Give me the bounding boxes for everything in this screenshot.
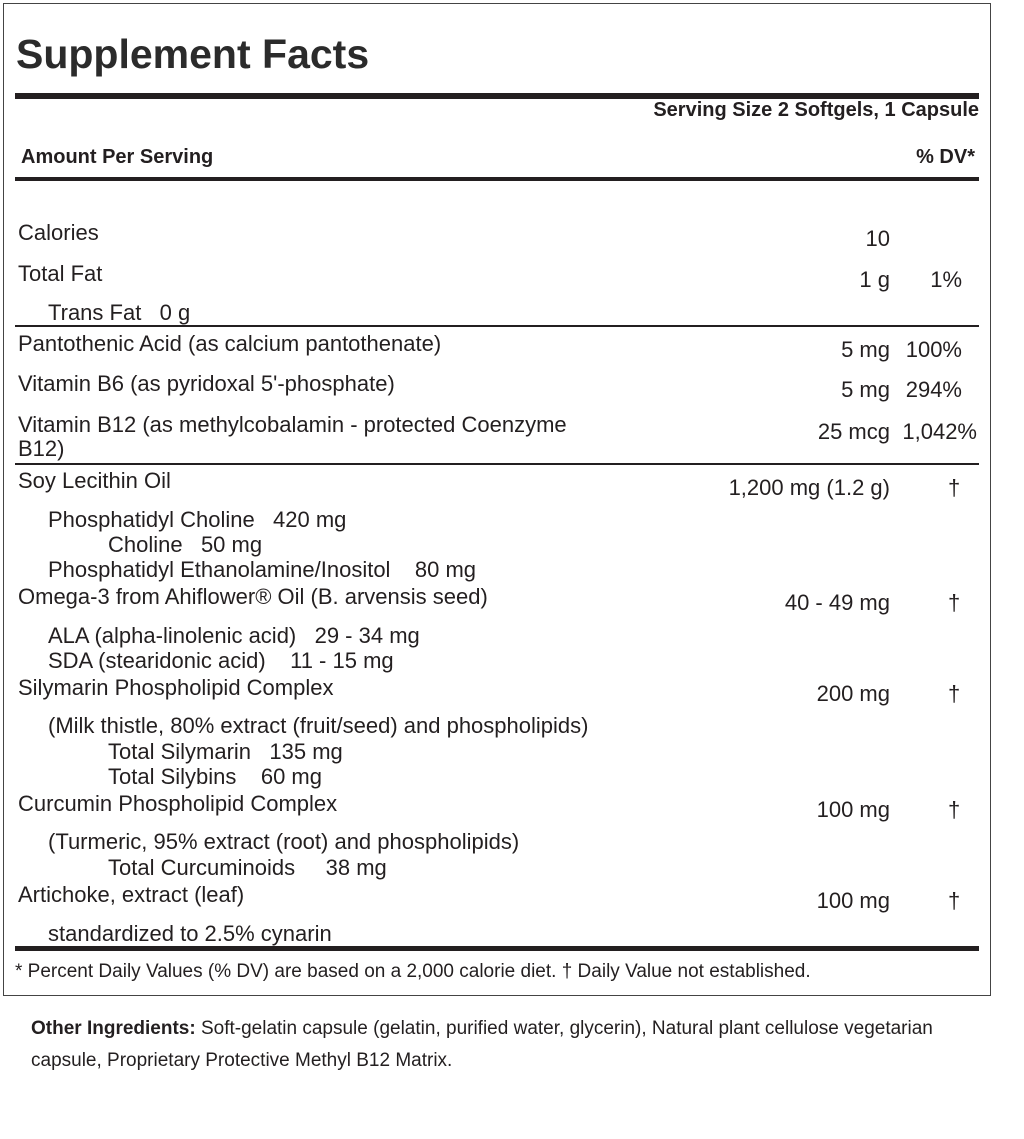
curcumin-sub-total-curcuminoids: Total Curcuminoids 38 mg	[108, 855, 387, 880]
amount-per-serving-header: Amount Per Serving	[21, 146, 214, 168]
omega-3-label: Omega-3 from Ahiflower® Oil (B. arvensis seed)	[18, 584, 488, 609]
other-ingredients-text: Soft-gelatin capsule (gelatin, purified water, glycerin), Natural plant cellulose vegetarian capsule, Proprietary Protective Methyl B12 Matrix.	[31, 1018, 933, 1071]
silymarin-dv: †	[948, 681, 961, 706]
omega-sub-sda: SDA (stearidonic acid) 11 - 15 mg	[48, 648, 394, 673]
silymarin-amount: 200 mg	[816, 681, 890, 706]
section-rule-2	[15, 463, 979, 465]
page-title: Supplement Facts	[16, 31, 370, 77]
artichoke-amount: 100 mg	[816, 888, 890, 913]
curcumin-amount: 100 mg	[816, 797, 890, 822]
curcumin-sub-source: (Turmeric, 95% extract (root) and phospholipids)	[48, 829, 520, 854]
soy-lecithin-dv: †	[948, 475, 961, 500]
soy-lecithin-amount: 1,200 mg (1.2 g)	[728, 475, 890, 500]
calories-amount: 10	[865, 226, 890, 251]
vitamin-b6-dv: 294%	[905, 377, 962, 402]
silymarin-label: Silymarin Phospholipid Complex	[18, 675, 334, 700]
header-rule	[15, 177, 979, 181]
serving-size: Serving Size 2 Softgels, 1 Capsule	[653, 99, 979, 121]
other-ingredients-label: Other Ingredients:	[31, 1018, 196, 1039]
dv-header: % DV*	[916, 146, 975, 168]
silymarin-sub-total-silymarin: Total Silymarin 135 mg	[108, 739, 343, 764]
pantothenic-acid-label: Pantothenic Acid (as calcium pantothenate)	[18, 331, 442, 356]
total-fat-label: Total Fat	[18, 261, 103, 286]
silymarin-sub-source: (Milk thistle, 80% extract (fruit/seed) and phospholipids)	[48, 713, 589, 738]
artichoke-label: Artichoke, extract (leaf)	[18, 882, 245, 907]
vitamin-b12-label-line2: B12)	[18, 436, 65, 461]
vitamin-b6-label: Vitamin B6 (as pyridoxal 5'-phosphate)	[18, 371, 395, 396]
pantothenic-acid-amount: 5 mg	[841, 337, 890, 362]
vitamin-b6-amount: 5 mg	[841, 377, 890, 402]
vitamin-b12-dv: 1,042%	[902, 419, 977, 444]
artichoke-sub-standardized: standardized to 2.5% cynarin	[48, 921, 332, 946]
omega-3-amount: 40 - 49 mg	[784, 590, 890, 615]
calories-label: Calories	[18, 220, 99, 245]
trans-fat-label: Trans Fat 0 g	[48, 300, 191, 325]
section-rule-1	[15, 325, 979, 327]
total-fat-dv: 1%	[930, 267, 962, 292]
artichoke-dv: †	[948, 888, 961, 913]
omega-sub-ala: ALA (alpha-linolenic acid) 29 - 34 mg	[48, 623, 420, 648]
curcumin-dv: †	[948, 797, 961, 822]
bottom-thick-rule	[15, 946, 979, 951]
dv-footnote: * Percent Daily Values (% DV) are based on a 2,000 calorie diet. † Daily Value not established.	[15, 961, 811, 982]
omega-3-dv: †	[948, 590, 961, 615]
other-ingredients	[31, 1013, 991, 1077]
soy-sub-choline: Choline 50 mg	[108, 532, 263, 557]
pantothenic-acid-dv: 100%	[905, 337, 962, 362]
total-fat-amount: 1 g	[859, 267, 890, 292]
soy-lecithin-label: Soy Lecithin Oil	[18, 468, 171, 493]
soy-sub-phosphatidyl-choline: Phosphatidyl Choline 420 mg	[48, 507, 347, 532]
vitamin-b12-label-line1: Vitamin B12 (as methylcobalamin - protected Coenzyme	[18, 412, 567, 437]
vitamin-b12-amount: 25 mcg	[817, 419, 890, 444]
curcumin-label: Curcumin Phospholipid Complex	[18, 791, 338, 816]
silymarin-sub-total-silybins: Total Silybins 60 mg	[108, 764, 322, 789]
soy-sub-phosphatidyl-ethanolamine: Phosphatidyl Ethanolamine/Inositol 80 mg	[48, 557, 477, 582]
